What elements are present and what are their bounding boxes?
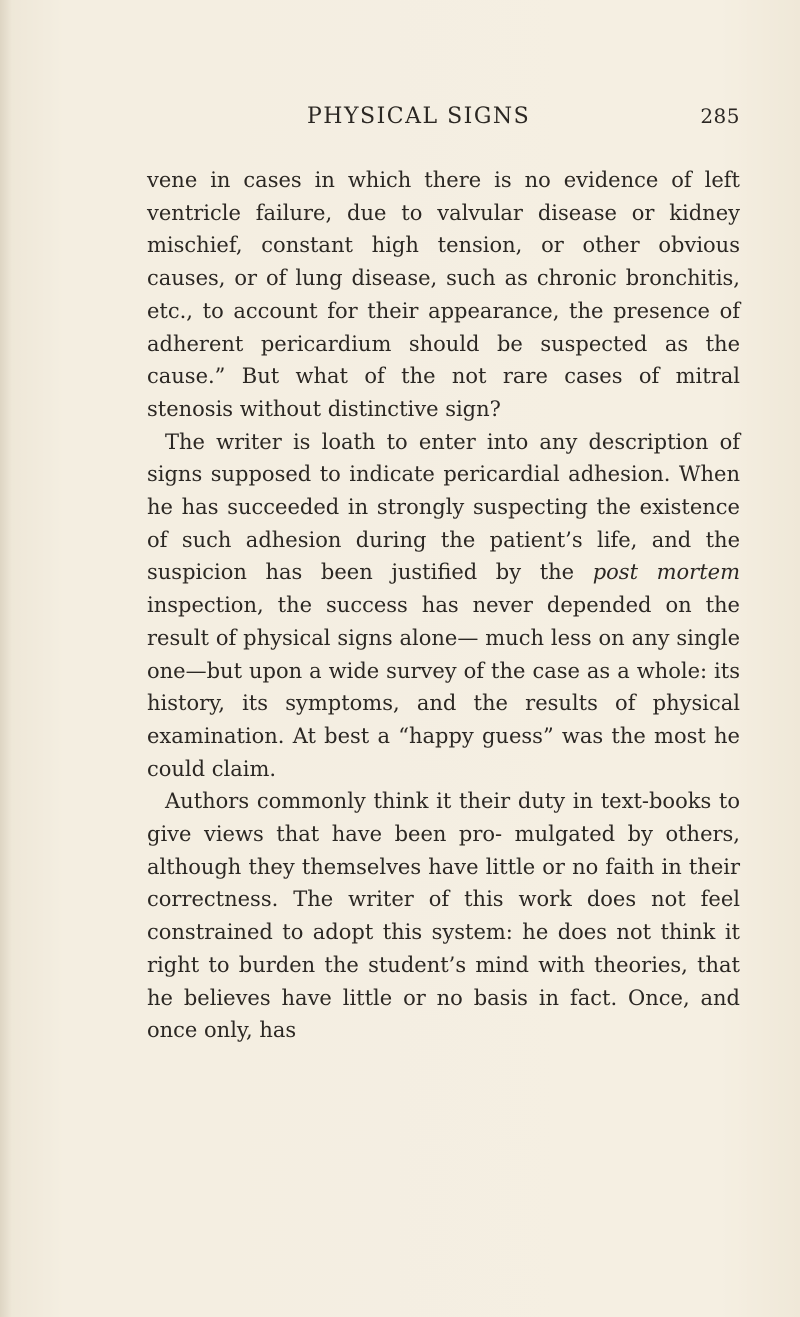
paragraph-text-part: inspection, the success has never depended on the result of physical signs alone— much less on any single one—but upon a wide survey of the case as a whole: its history, its symptoms, and the results of physical examination. At best a “happy guess” was the most he could claim. [147,593,740,781]
page-edge-shadow [0,0,12,1317]
paragraph-text-part: The writer is loath to enter into any description of signs supposed to indicate pericardial adhesion. When he has succeeded in strongly suspecting the existence of such adhesion during the patient’s life, and the suspicion has been justified by the [147,429,740,585]
running-head [159,104,740,138]
page-number: 285 [700,104,740,128]
paragraph-pericardial-adhesion [147,426,740,786]
body-text [147,164,740,1047]
paragraph-continued: vene in cases in which there is no evidence of left ventricle failure, due to valvular disease or kidney mischief, constant high tension, or other obvious causes, or of lung disease, such as chronic bronchitis, etc., to account for their appearance, the presence of adherent pericardium should be suspected as the cause.” But what of the not rare cases of mitral stenosis without distinctive sign? [147,168,740,421]
italic-phrase: post mortem [592,560,741,585]
running-title: PHYSICAL SIGNS [307,104,531,129]
paragraph-authors: Authors commonly think it their duty in text-books to give views that have been pro- mulgated by others, although they themselves have little or no faith in their correctness. The writer of this work does not feel constrained to adopt this system: he does not think it right to burden the student’s mind with theories, that he believes have little or no basis in fact. Once, and once only, has [147,789,740,1043]
